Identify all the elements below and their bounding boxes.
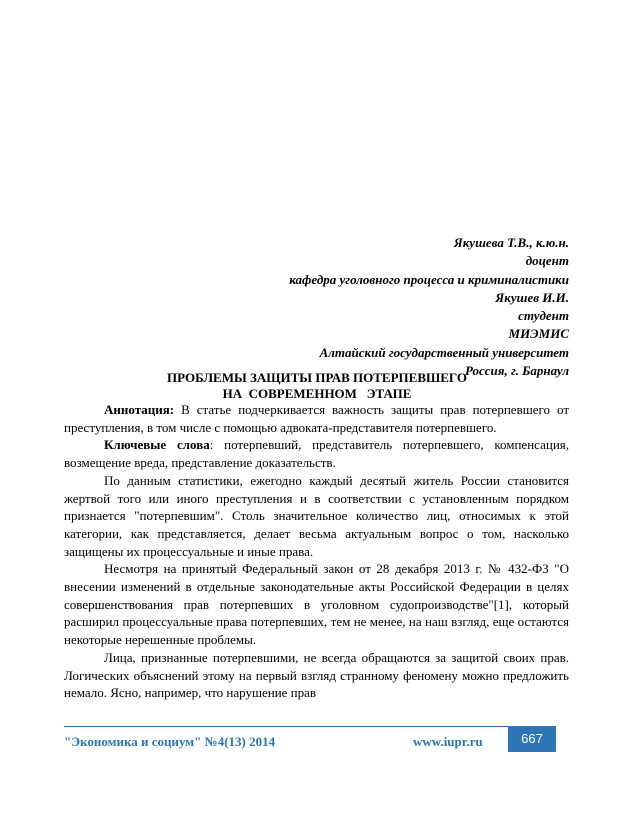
keywords-text: : потерпевший, представитель потерпевшего, компенсация, возмещение вреда, представление доказательств. (64, 437, 569, 471)
article-title (0, 370, 634, 402)
article-body (64, 401, 569, 702)
author-block (289, 234, 569, 380)
keywords-label: Ключевые слова (104, 437, 210, 453)
page-number: 667 (508, 726, 556, 752)
body-paragraph-3: Лица, признанные потерпевшими, не всегда обращаются за защитой своих прав. Логических объяснений этому на первый взгляд странному феномену можно предложить немало. Ясно, например, что нарушение прав (64, 649, 569, 701)
author-location: Россия, г. Барнаул (465, 363, 569, 379)
page-footer (64, 726, 556, 756)
author-name-1: Якушева Т.В., к.ю.н. (453, 235, 569, 250)
title-line-1: ПРОБЛЕМЫ ЗАЩИТЫ ПРАВ ПОТЕРПЕВШЕГО (167, 370, 467, 385)
abstract-paragraph (64, 401, 569, 436)
title-line-2: НА СОВРЕМЕННОМ ЭТАПЕ (222, 386, 412, 401)
author-department-1: кафедра уголовного процесса и криминалистики (289, 271, 569, 287)
footer-divider (64, 726, 556, 727)
author-university: Алтайский государственный университет (319, 344, 569, 360)
author-position-1: доцент (525, 253, 569, 269)
abstract-label: Аннотация: (104, 402, 175, 417)
journal-website: www.iupr.ru (413, 734, 483, 749)
body-paragraph-1: По данным статистики, ежегодно каждый десятый житель России становится жертвой того или иного преступления и в соответствии с установленным порядком признается "потерпевшим". Столь значительное количество лиц, относимых к этой категории, как представляется, делает весьма актуальным вопрос о том, насколько защищены их процессуальные и иные права. (64, 472, 569, 559)
body-paragraph-2: Несмотря на принятый Федеральный закон от 28 декабря 2013 г. № 432-ФЗ "О внесении изменений в отдельные законодательные акты Российской Федерации в целях совершенствования прав потерпевших в уголовном судопроизводстве"[1], который расширил процессуальные права потерпевших, тем не менее, на наш взгляд, еще остаются некоторые нерешенные проблемы. (64, 561, 569, 648)
author-position-2: студент (518, 308, 569, 324)
abstract-text: В статье подчеркивается важность защиты прав потерпевшего от преступления, в том числе с помощью адвоката-представителя потерпевшего. (64, 402, 569, 435)
keywords-paragraph (64, 436, 569, 471)
author-institution-1: МИЭМИС (508, 326, 569, 342)
author-name-2: Якушев И.И. (495, 289, 569, 305)
journal-name: "Экономика и социум" №4(13) 2014 (64, 734, 276, 749)
